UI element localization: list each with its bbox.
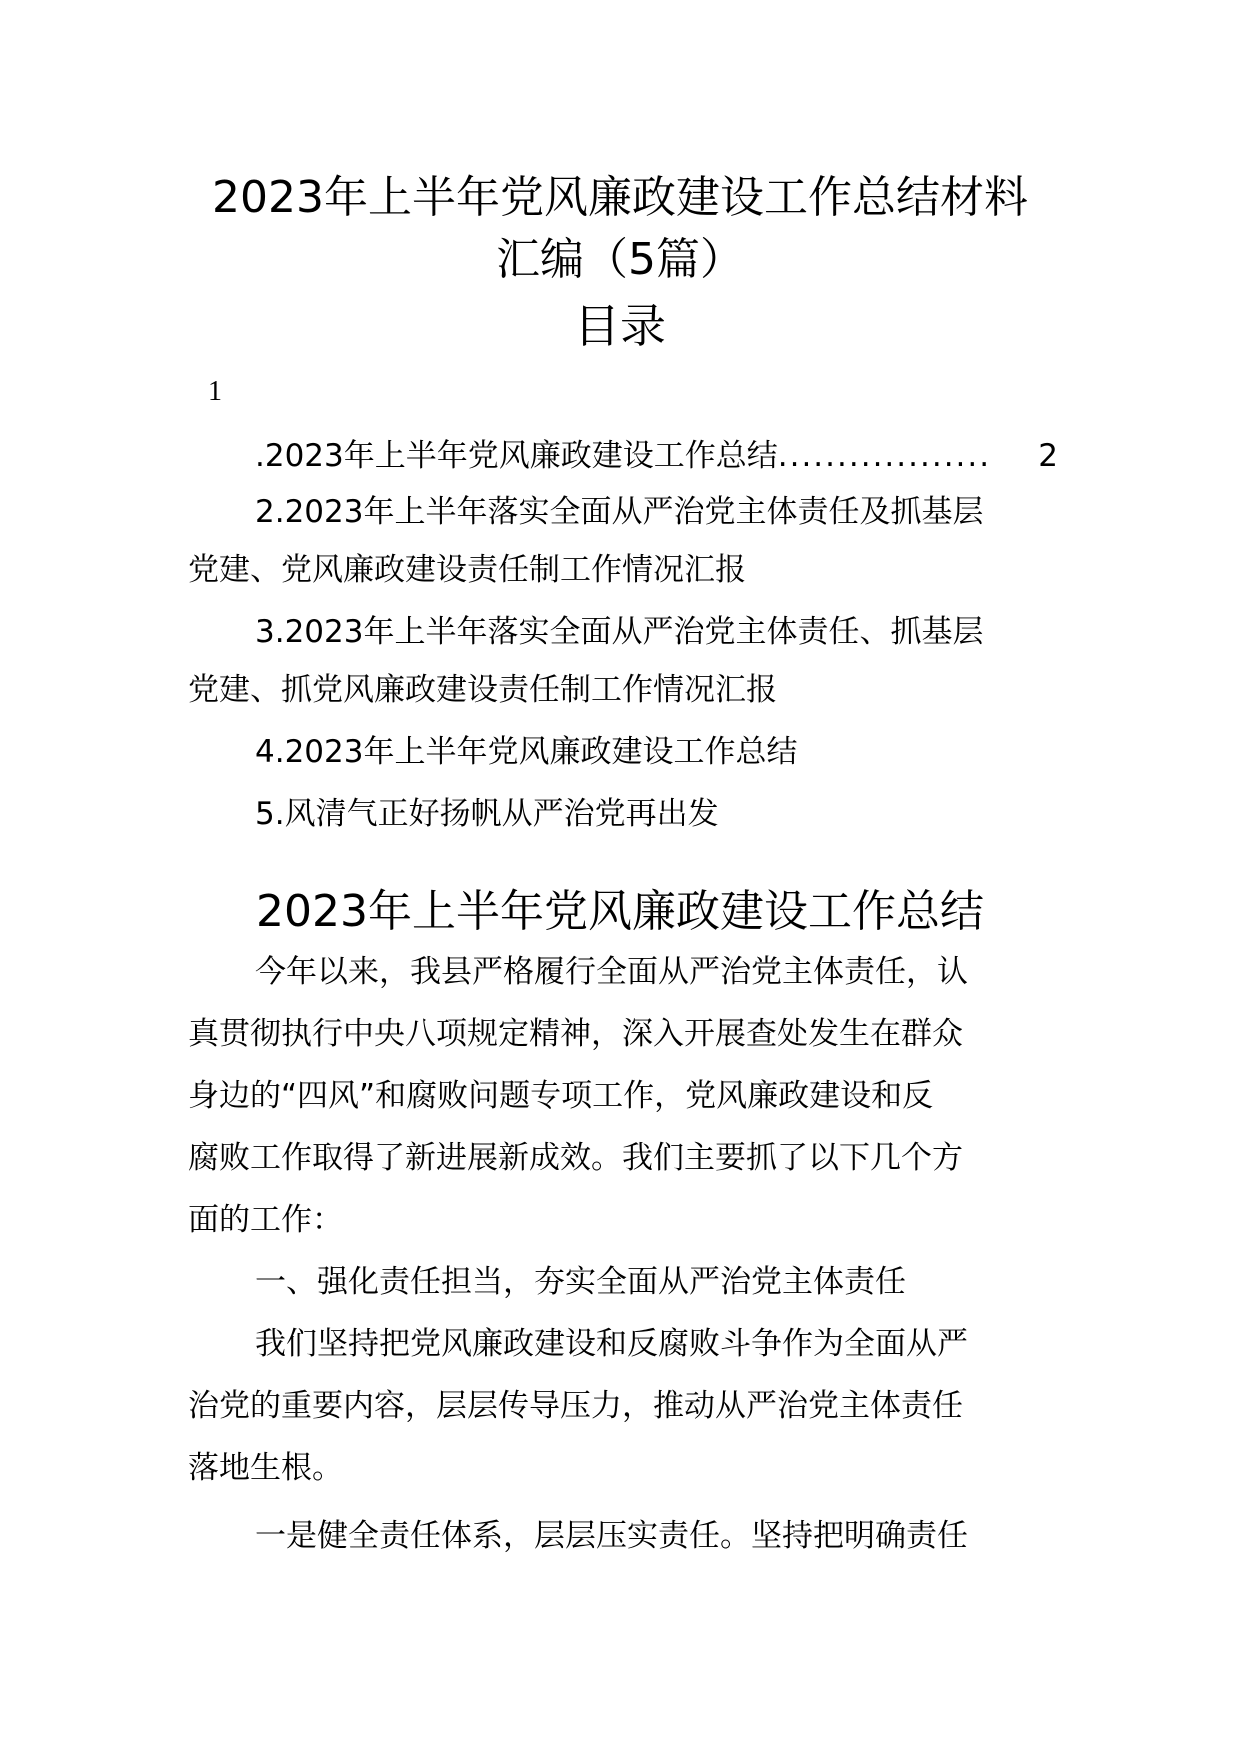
section-title: 2023年上半年党风廉政建设工作总结: [256, 886, 984, 937]
body-paragraph-1-line-2: 真贯彻执行中央八项规定精神，深入开展查处发生在群众: [188, 1016, 963, 1052]
toc-item-3-line1[interactable]: 3.2023年上半年落实全面从严治党主体责任、抓基层: [255, 614, 984, 650]
toc-item-3-line2[interactable]: 党建、抓党风廉政建设责任制工作情况汇报: [188, 672, 777, 708]
toc-item-5[interactable]: 5.风清气正好扬帆从严治党再出发: [255, 796, 719, 832]
toc-item-1-text: .2023年上半年党风廉政建设工作总结: [255, 438, 778, 474]
body-paragraph-1-line-5: 面的工作：: [188, 1202, 343, 1238]
body-paragraph-1-line-1: 今年以来，我县严格履行全面从严治党主体责任，认: [255, 954, 968, 990]
toc-number: 1: [208, 376, 222, 407]
document-title-line2: 汇编（5篇）: [496, 234, 744, 285]
body-heading-1: 一、强化责任担当，夯实全面从严治党主体责任: [255, 1264, 906, 1300]
body-paragraph-3-line-1: 一是健全责任体系，层层压实责任。坚持把明确责任: [255, 1518, 968, 1554]
toc-item-1-leader: ..................: [777, 438, 992, 474]
toc-item-2-line1[interactable]: 2.2023年上半年落实全面从严治党主体责任及抓基层: [255, 494, 984, 530]
body-paragraph-2-line-3: 落地生根。: [188, 1450, 343, 1486]
body-paragraph-1-line-4: 腐败工作取得了新进展新成效。我们主要抓了以下几个方: [188, 1140, 963, 1176]
document-title-line1: 2023年上半年党风廉政建设工作总结材料: [212, 172, 1028, 223]
toc-heading: 目录: [574, 299, 666, 353]
body-paragraph-2-line-2: 治党的重要内容，层层传导压力，推动从严治党主体责任: [188, 1388, 963, 1424]
body-paragraph-2-line-1: 我们坚持把党风廉政建设和反腐败斗争作为全面从严: [255, 1326, 968, 1362]
toc-item-1[interactable]: [255, 434, 1058, 478]
toc-item-2-line2[interactable]: 党建、党风廉政建设责任制工作情况汇报: [188, 552, 746, 588]
body-paragraph-1-line-3: 身边的“四风”和腐败问题专项工作，党风廉政建设和反: [188, 1078, 934, 1114]
toc-item-4[interactable]: 4.2023年上半年党风廉政建设工作总结: [255, 734, 798, 770]
toc-item-1-page: 2: [1038, 438, 1058, 474]
